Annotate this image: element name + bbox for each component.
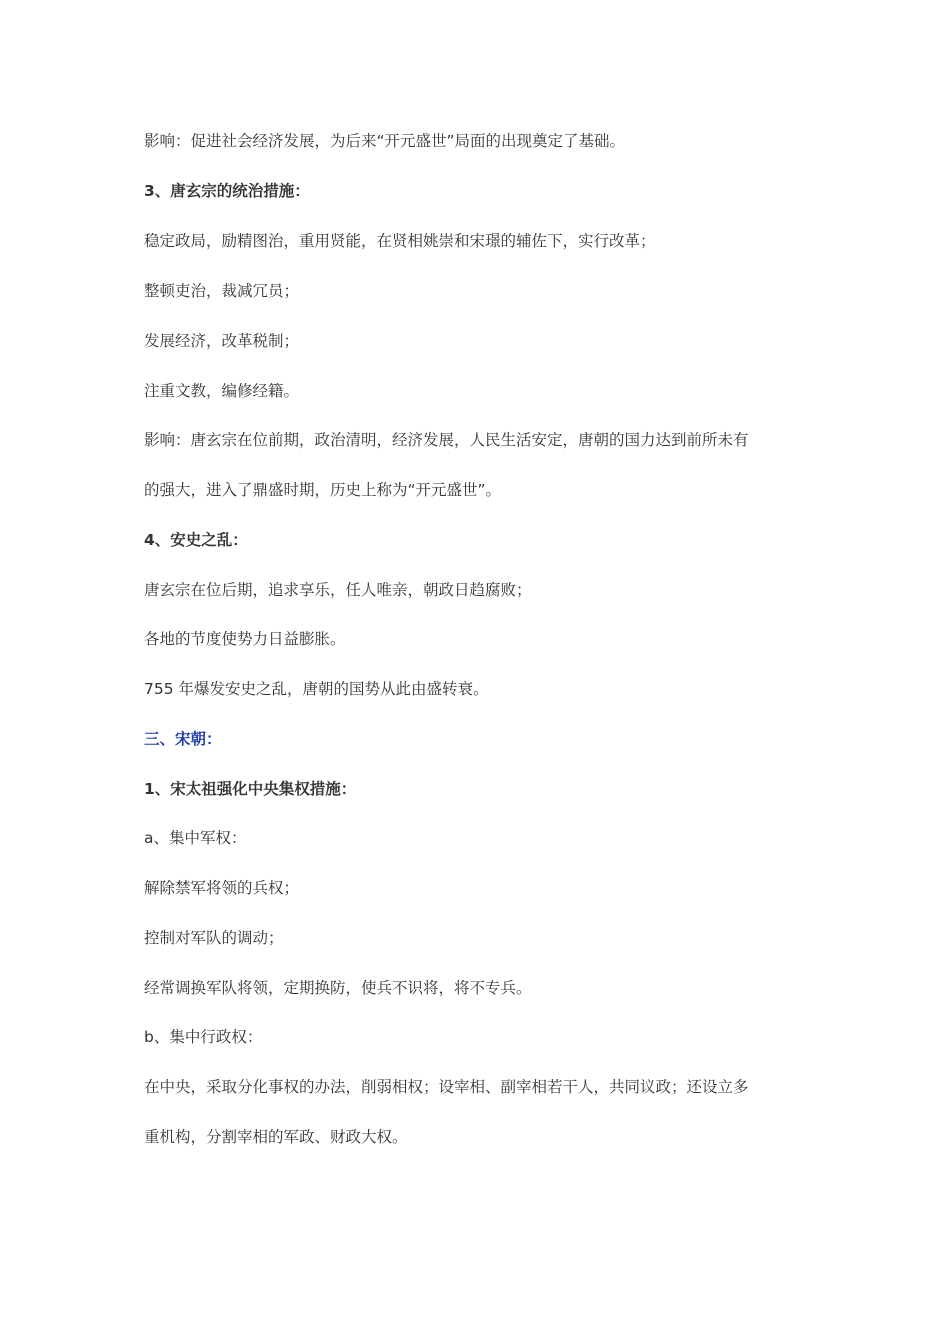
paragraph-line: 发展经济，改革税制；	[144, 332, 300, 350]
paragraph-line: 影响：唐玄宗在位前期，政治清明，经济发展，人民生活安定，唐朝的国力达到前所未有	[144, 431, 749, 449]
paragraph-line: 解除禁军将领的兵权；	[144, 879, 300, 897]
paragraph-line: 重机构，分割宰相的军政、财政大权。	[144, 1128, 408, 1146]
paragraph-line: a、集中军权：	[144, 829, 247, 847]
paragraph-line: 经常调换军队将领，定期换防，使兵不识将，将不专兵。	[144, 979, 532, 997]
paragraph-line: 稳定政局，励精图治，重用贤能，在贤相姚崇和宋璟的辅佐下，实行改革；	[144, 232, 656, 250]
paragraph-line: 755 年爆发安史之乱，唐朝的国势从此由盛转衰。	[144, 680, 489, 698]
paragraph-line: 影响：促进社会经济发展，为后来“开元盛世”局面的出现奠定了基础。	[144, 132, 626, 150]
section-heading: 1、宋太祖强化中央集权措施：	[144, 780, 357, 798]
paragraph-line: 在中央，采取分化事权的办法，削弱相权；设宰相、副宰相若干人，共同议政；还设立多	[144, 1078, 749, 1096]
section-heading: 3、唐玄宗的统治措施：	[144, 182, 310, 200]
paragraph-line: 的强大，进入了鼎盛时期，历史上称为“开元盛世”。	[144, 481, 502, 499]
paragraph-line: 唐玄宗在位后期，追求享乐，任人唯亲，朝政日趋腐败；	[144, 581, 532, 599]
paragraph-line: 整顿吏治，裁减冗员；	[144, 282, 300, 300]
paragraph-line: 注重文教，编修经籍。	[144, 382, 300, 400]
paragraph-line: 控制对军队的调动；	[144, 929, 284, 947]
chapter-heading: 三、宋朝：	[144, 730, 222, 748]
paragraph-line: 各地的节度使势力日益膨胀。	[144, 630, 346, 648]
paragraph-line: b、集中行政权：	[144, 1028, 263, 1046]
section-heading: 4、安史之乱：	[144, 531, 248, 549]
